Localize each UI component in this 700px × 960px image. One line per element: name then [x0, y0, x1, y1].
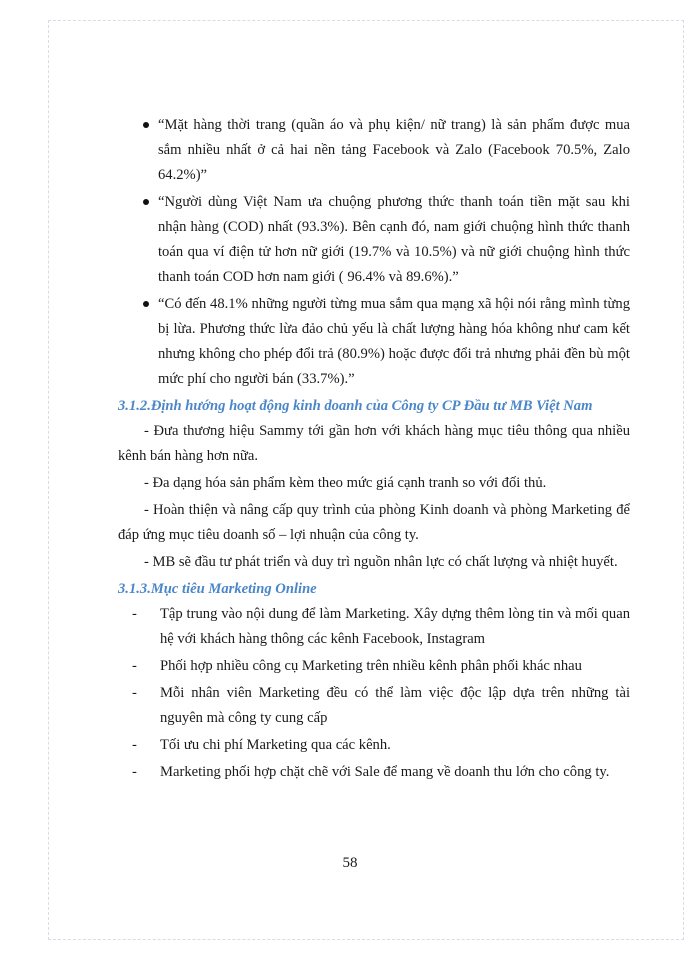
list-item-text: Marketing phối hợp chặt chẽ với Sale để mang về doanh thu lớn cho công ty.	[160, 764, 610, 780]
list-item: - Đưa thương hiệu Sammy tới gần hơn với khách hàng mục tiêu thông qua nhiều kênh bán hàng hơn nữa.	[118, 423, 630, 464]
list-item: - Hoàn thiện và nâng cấp quy trình của phòng Kinh doanh và phòng Marketing để đáp ứng mục tiêu doanh số – lợi nhuận của công ty.	[118, 502, 630, 543]
section-heading-313: 3.1.3.Mục tiêu Marketing Online	[118, 581, 317, 597]
dash-marker: -	[132, 764, 137, 780]
list-item	[118, 602, 630, 652]
list-item-text: Tập trung vào nội dung để làm Marketing. Xây dựng thêm lòng tin và mối quan hệ với khách hàng thông các kênh Facebook, Instagram	[160, 606, 630, 647]
bullet-dot-icon	[143, 301, 149, 307]
dash-marker: -	[132, 737, 137, 753]
list-item	[118, 733, 630, 758]
bullet-dot-icon	[143, 122, 149, 128]
dash-marker: -	[132, 658, 137, 674]
bullet-item	[118, 113, 630, 188]
dash-marker: -	[132, 685, 137, 701]
list-item	[118, 681, 630, 731]
list-item-text: Tối ưu chi phí Marketing qua các kênh.	[160, 737, 391, 753]
section-heading-312: 3.1.2.Định hướng hoạt động kinh doanh của Công ty CP Đầu tư MB Việt Nam	[118, 398, 593, 414]
list-item: - MB sẽ đầu tư phát triển và duy trì nguồn nhân lực có chất lượng và nhiệt huyết.	[144, 554, 618, 570]
list-item-text: Mỗi nhân viên Marketing đều có thể làm việc độc lập dựa trên những tài nguyên mà công ty cung cấp	[160, 685, 630, 726]
bullet-item	[118, 190, 630, 290]
bullet-text: “Có đến 48.1% những người từng mua sắm qua mạng xã hội nói rằng mình từng bị lừa. Phương thức lừa đảo chủ yếu là chất lượng hàng hóa không như cam kết nhưng không cho phép đổi trả (80.9%) hoặc được đổi trả nhưng phải đền bù một mức phí cho người bán (33.7%).”	[158, 296, 630, 387]
bullet-item	[118, 292, 630, 392]
bullet-text: “Mặt hàng thời trang (quần áo và phụ kiện/ nữ trang) là sản phẩm được mua sắm nhiều nhất ở cả hai nền tảng Facebook và Zalo (Facebook 70.5%, Zalo 64.2%)”	[158, 117, 630, 183]
dash-marker: -	[132, 606, 137, 622]
list-item: - Đa dạng hóa sản phẩm kèm theo mức giá cạnh tranh so với đối thủ.	[144, 475, 547, 491]
list-item-text: Phối hợp nhiều công cụ Marketing trên nhiều kênh phân phối khác nhau	[160, 658, 582, 674]
page-number: 58	[342, 855, 358, 871]
bullet-dot-icon	[143, 199, 149, 205]
document-body	[118, 113, 630, 787]
list-item	[118, 760, 630, 785]
bullet-text: “Người dùng Việt Nam ưa chuộng phương thức thanh toán tiền mặt sau khi nhận hàng (COD) nhất (93.3%). Bên cạnh đó, nam giới chuộng hình thức thanh toán qua ví điện tử hơn nữ giới (19.7% và 10.5%) và nữ giới chuộng hình thức thanh toán COD hơn nam giới ( 96.4% và 89.6%).”	[158, 194, 630, 285]
list-item	[118, 654, 630, 679]
